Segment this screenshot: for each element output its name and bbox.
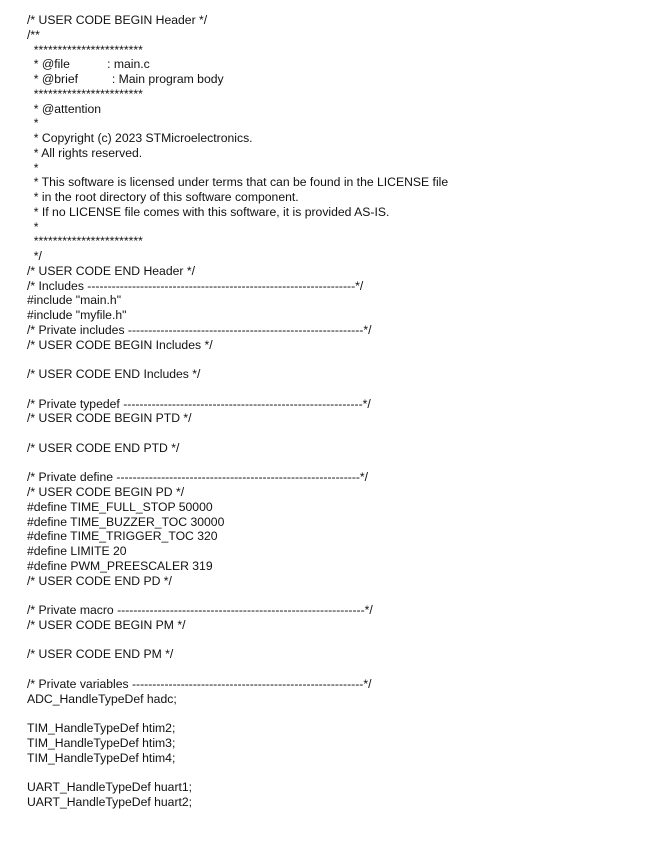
code-line: /* USER CODE BEGIN Includes */: [27, 337, 213, 352]
code-line: /* USER CODE END Header */: [27, 263, 195, 278]
source-code-document: [27, 13, 647, 810]
code-line: /* USER CODE END PD */: [27, 573, 172, 588]
code-line: TIM_HandleTypeDef htim4;: [27, 750, 176, 765]
code-line: [27, 633, 647, 648]
code-line: * All rights reserved.: [27, 145, 143, 160]
code-line: *: [27, 160, 39, 175]
code-line: #define TIME_TRIGGER_TOC 320: [27, 529, 218, 544]
code-line: [27, 765, 647, 780]
code-line: */: [27, 249, 42, 263]
code-line: /* Private variables ---------------------------------------------------------*/: [27, 676, 372, 691]
code-line: TIM_HandleTypeDef htim3;: [27, 735, 176, 750]
code-line: [27, 706, 647, 721]
code-line: UART_HandleTypeDef huart1;: [27, 780, 193, 794]
code-line: ***********************: [27, 234, 143, 249]
code-line: * in the root directory of this software component.: [27, 190, 299, 204]
code-line: UART_HandleTypeDef huart2;: [27, 794, 193, 809]
code-line: #define LIMITE 20: [27, 544, 127, 558]
code-line: [27, 456, 647, 471]
code-line: * This software is licensed under terms that can be found in the LICENSE file: [27, 175, 449, 190]
code-line: /* USER CODE BEGIN PTD */: [27, 411, 192, 426]
code-line: /* USER CODE BEGIN PM */: [27, 617, 186, 632]
code-line: /* Private define ------------------------------------------------------------*/: [27, 470, 369, 485]
code-line: /**: [27, 27, 40, 42]
code-line: [27, 382, 647, 397]
code-line: * @attention: [27, 101, 102, 116]
code-line: *: [27, 219, 39, 234]
code-line: * If no LICENSE file comes with this software, it is provided AS-IS.: [27, 204, 390, 219]
code-line: * Copyright (c) 2023 STMicroelectronics.: [27, 131, 253, 145]
code-line: /* Private macro -------------------------------------------------------------*/: [27, 603, 373, 617]
code-line: #include "main.h": [27, 293, 122, 308]
code-line: /* Private includes ----------------------------------------------------------*/: [27, 322, 372, 337]
code-line: /* USER CODE BEGIN Header */: [27, 13, 208, 27]
code-line: [27, 588, 647, 603]
code-line: /* USER CODE BEGIN PD */: [27, 485, 185, 499]
code-line: /* USER CODE END PM */: [27, 647, 174, 662]
code-line: *: [27, 116, 39, 131]
code-line: [27, 352, 647, 367]
code-line: /* USER CODE END Includes */: [27, 367, 201, 381]
code-line: ***********************: [27, 42, 143, 57]
code-line: #include "myfile.h": [27, 308, 127, 322]
code-line: ADC_HandleTypeDef hadc;: [27, 691, 177, 706]
code-line: /* Includes ------------------------------------------------------------------*/: [27, 278, 364, 293]
code-line: TIM_HandleTypeDef htim2;: [27, 721, 176, 735]
code-line: /* Private typedef -----------------------------------------------------------*/: [27, 396, 371, 411]
code-line: /* USER CODE END PTD */: [27, 440, 180, 455]
code-line: #define TIME_BUZZER_TOC 30000: [27, 514, 225, 529]
code-line: [27, 426, 647, 441]
code-line: #define PWM_PREESCALER 319: [27, 558, 213, 573]
code-line: ***********************: [27, 86, 143, 101]
code-line: [27, 662, 647, 677]
code-line: * @file : main.c: [27, 57, 150, 72]
code-line: #define TIME_FULL_STOP 50000: [27, 499, 213, 514]
code-line: * @brief : Main program body: [27, 72, 224, 86]
